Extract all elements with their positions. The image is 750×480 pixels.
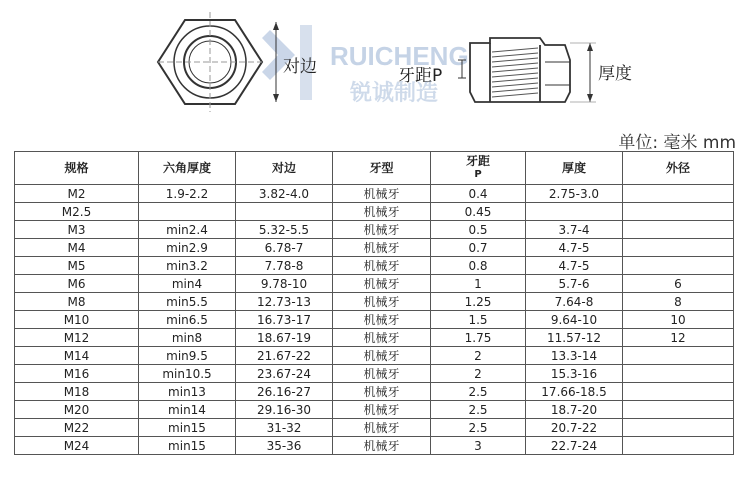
- table-cell: 23.67-24: [236, 365, 333, 383]
- table-row: [15, 275, 734, 293]
- table-cell: 机械牙: [333, 203, 431, 221]
- watermark-text-en: RUICHENG: [330, 41, 469, 71]
- table-cell: 机械牙: [333, 347, 431, 365]
- table-cell: [623, 239, 734, 257]
- table-cell: 2.75-3.0: [526, 185, 623, 203]
- table-cell: M4: [15, 239, 139, 257]
- table-row: [15, 419, 734, 437]
- table-cell: [623, 185, 734, 203]
- table-cell: 2: [431, 347, 526, 365]
- table-cell: min13: [139, 383, 236, 401]
- table-cell: 12.73-13: [236, 293, 333, 311]
- table-cell: M14: [15, 347, 139, 365]
- table-cell: 8: [623, 293, 734, 311]
- table-row: [15, 365, 734, 383]
- header-pitch-label: 牙距: [465, 154, 490, 168]
- table-cell: min8: [139, 329, 236, 347]
- table-cell: 2.5: [431, 401, 526, 419]
- spec-table: [14, 151, 734, 455]
- watermark-text-cn: 锐诚制造: [350, 81, 439, 106]
- table-cell: 35-36: [236, 437, 333, 455]
- header-pitch-sub: P: [474, 169, 482, 180]
- table-row: [15, 257, 734, 275]
- thickness-label: 厚度: [598, 64, 632, 84]
- table-row: [15, 203, 734, 221]
- table-cell: 1.9-2.2: [139, 185, 236, 203]
- header-cell: 六角厚度: [139, 152, 236, 185]
- header-cell: 对边: [236, 152, 333, 185]
- header-cell: 规格: [15, 152, 139, 185]
- table-cell: 16.73-17: [236, 311, 333, 329]
- table-cell: M16: [15, 365, 139, 383]
- table-cell: 7.78-8: [236, 257, 333, 275]
- table-cell: 机械牙: [333, 221, 431, 239]
- table-cell: min14: [139, 401, 236, 419]
- table-cell: 1: [431, 275, 526, 293]
- table-row: [15, 383, 734, 401]
- table-cell: 21.67-22: [236, 347, 333, 365]
- table-cell: [623, 383, 734, 401]
- across-flats-label: 对边: [283, 57, 317, 77]
- table-cell: [623, 365, 734, 383]
- table-cell: 1.25: [431, 293, 526, 311]
- table-cell: min2.4: [139, 221, 236, 239]
- table-cell: 机械牙: [333, 293, 431, 311]
- table-cell: 7.64-8: [526, 293, 623, 311]
- table-row: [15, 437, 734, 455]
- table-cell: 18.7-20: [526, 401, 623, 419]
- table-cell: 机械牙: [333, 185, 431, 203]
- table-cell: [236, 203, 333, 221]
- table-cell: M10: [15, 311, 139, 329]
- table-cell: min4: [139, 275, 236, 293]
- table-cell: 9.78-10: [236, 275, 333, 293]
- table-row: [15, 311, 734, 329]
- table-cell: 机械牙: [333, 257, 431, 275]
- table-cell: min15: [139, 419, 236, 437]
- table-cell: 5.7-6: [526, 275, 623, 293]
- table-cell: M20: [15, 401, 139, 419]
- table-cell: [623, 401, 734, 419]
- table-cell: 4.7-5: [526, 239, 623, 257]
- thread-hatching: [492, 48, 538, 97]
- header-cell: 牙型: [333, 152, 431, 185]
- table-body: [15, 185, 734, 455]
- table-cell: 18.67-19: [236, 329, 333, 347]
- table-cell: min6.5: [139, 311, 236, 329]
- table-cell: min10.5: [139, 365, 236, 383]
- table-cell: [623, 221, 734, 239]
- table-cell: [623, 257, 734, 275]
- table-cell: min15: [139, 437, 236, 455]
- table-cell: 0.5: [431, 221, 526, 239]
- table-cell: min3.2: [139, 257, 236, 275]
- table-cell: 10: [623, 311, 734, 329]
- table-header-row: [15, 152, 734, 185]
- table-cell: 机械牙: [333, 275, 431, 293]
- table-cell: 0.7: [431, 239, 526, 257]
- table-cell: 1.75: [431, 329, 526, 347]
- table-cell: 13.3-14: [526, 347, 623, 365]
- table-cell: M6: [15, 275, 139, 293]
- table-cell: M3: [15, 221, 139, 239]
- table-cell: 12: [623, 329, 734, 347]
- table-cell: M24: [15, 437, 139, 455]
- table-cell: 4.7-5: [526, 257, 623, 275]
- table-cell: 3: [431, 437, 526, 455]
- table-cell: 0.4: [431, 185, 526, 203]
- table-cell: 0.45: [431, 203, 526, 221]
- table-cell: 机械牙: [333, 311, 431, 329]
- table-cell: 机械牙: [333, 401, 431, 419]
- table-cell: 31-32: [236, 419, 333, 437]
- table-cell: 机械牙: [333, 419, 431, 437]
- table-cell: M18: [15, 383, 139, 401]
- table-cell: min9.5: [139, 347, 236, 365]
- table-cell: 1.5: [431, 311, 526, 329]
- table-cell: 机械牙: [333, 437, 431, 455]
- table-cell: 20.7-22: [526, 419, 623, 437]
- table-cell: 11.57-12: [526, 329, 623, 347]
- table-cell: 22.7-24: [526, 437, 623, 455]
- table-cell: 15.3-16: [526, 365, 623, 383]
- table-cell: 0.8: [431, 257, 526, 275]
- table-cell: 6.78-7: [236, 239, 333, 257]
- table-cell: min2.9: [139, 239, 236, 257]
- table-cell: 2.5: [431, 419, 526, 437]
- unit-label: 单位: 毫米 mm: [618, 133, 736, 153]
- table-cell: M12: [15, 329, 139, 347]
- table-cell: 29.16-30: [236, 401, 333, 419]
- table-cell: [139, 203, 236, 221]
- table-cell: M22: [15, 419, 139, 437]
- table-cell: M2.5: [15, 203, 139, 221]
- table-cell: 9.64-10: [526, 311, 623, 329]
- table-cell: [623, 419, 734, 437]
- table-cell: 机械牙: [333, 383, 431, 401]
- table-cell: 机械牙: [333, 365, 431, 383]
- table-cell: M5: [15, 257, 139, 275]
- header-cell-pitch: [431, 152, 526, 185]
- table-cell: 2: [431, 365, 526, 383]
- table-cell: M8: [15, 293, 139, 311]
- table-cell: 3.82-4.0: [236, 185, 333, 203]
- table-row: [15, 329, 734, 347]
- table-cell: [526, 203, 623, 221]
- table-row: [15, 347, 734, 365]
- table-cell: 5.32-5.5: [236, 221, 333, 239]
- table-cell: 2.5: [431, 383, 526, 401]
- table-cell: 机械牙: [333, 329, 431, 347]
- table-row: [15, 401, 734, 419]
- table-row: [15, 293, 734, 311]
- table-cell: [623, 347, 734, 365]
- pitch-label: 牙距P: [398, 66, 443, 86]
- table-cell: [623, 437, 734, 455]
- table-cell: M2: [15, 185, 139, 203]
- table-cell: [623, 203, 734, 221]
- table-cell: 3.7-4: [526, 221, 623, 239]
- table-row: [15, 221, 734, 239]
- table-cell: 26.16-27: [236, 383, 333, 401]
- table-row: [15, 185, 734, 203]
- header-cell: 厚度: [526, 152, 623, 185]
- header-cell: 外径: [623, 152, 734, 185]
- table-cell: 机械牙: [333, 239, 431, 257]
- table-cell: min5.5: [139, 293, 236, 311]
- table-cell: 17.66-18.5: [526, 383, 623, 401]
- table-cell: 6: [623, 275, 734, 293]
- table-row: [15, 239, 734, 257]
